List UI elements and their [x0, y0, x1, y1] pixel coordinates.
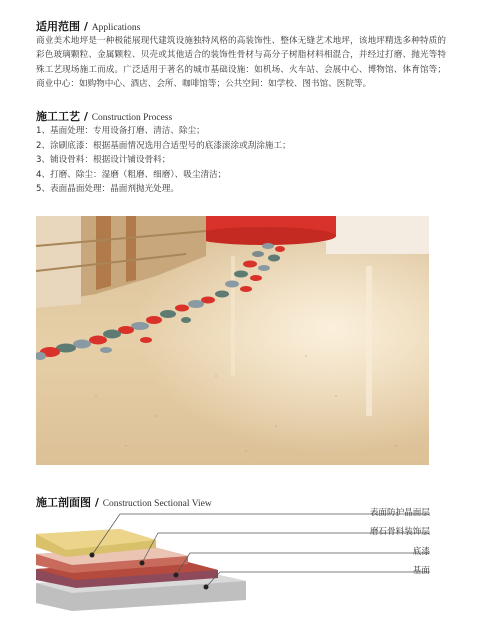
layer-label-primer: 底漆	[412, 547, 430, 557]
title-slash: /	[83, 110, 88, 123]
applications-title-en: Applications	[91, 23, 141, 33]
floor-photo	[36, 216, 429, 465]
sectional-layers-diagram	[0, 500, 483, 637]
process-step: 3、铺设骨料：根据设计铺设骨料；	[36, 155, 171, 166]
process-steps	[36, 124, 291, 197]
layer-label-surface: 表面防护晶面层	[369, 508, 430, 518]
layer-label-base: 基面	[412, 566, 430, 576]
process-title-cn: 施工工艺	[36, 110, 80, 123]
title-slash: /	[83, 20, 88, 33]
process-heading	[36, 108, 172, 124]
title-slash: /	[94, 496, 99, 509]
layer-label-aggregate: 磨石骨料装饰层	[369, 527, 430, 537]
sectional-title-en: Construction Sectional View	[102, 499, 212, 509]
applications-heading	[36, 18, 140, 34]
process-step: 5、表面晶面处理：晶面剂抛光处理。	[36, 184, 179, 195]
floor-photo-illustration	[36, 216, 429, 465]
applications-paragraph: 商业美术地坪是一种极能展现代建筑设施独特风格的高装饰性、整体无缝艺术地坪，该地坪精选多种特质的彩色玻璃颗粒、金属颗粒、贝壳或其他适合的装饰性骨材与高分子树脂材料相混合，并经过打磨、抛光等特殊工艺现场施工而成。广泛适用于著名的城市基础设施：如机场、火车站、会展中心、博物馆、体育馆等；商业中心：如购物中心、酒店、会所、咖啡馆等；公共空间：如学校、图书馆、医院等。	[36, 36, 446, 90]
process-step: 1、基面处理：专用设备打磨、清洁、除尘；	[36, 126, 205, 136]
process-step: 4、打磨、除尘：湿磨（粗磨、细磨）、吸尘清洁；	[36, 169, 227, 180]
process-title-en: Construction Process	[91, 113, 173, 123]
sectional-title-cn: 施工剖面图	[36, 496, 91, 509]
applications-title-cn: 适用范围	[36, 20, 80, 33]
sectional-view	[0, 500, 483, 637]
process-step: 2、涂刷底漆：根据基面情况选用合适型号的底漆滚涂或刮涂施工；	[36, 140, 291, 151]
